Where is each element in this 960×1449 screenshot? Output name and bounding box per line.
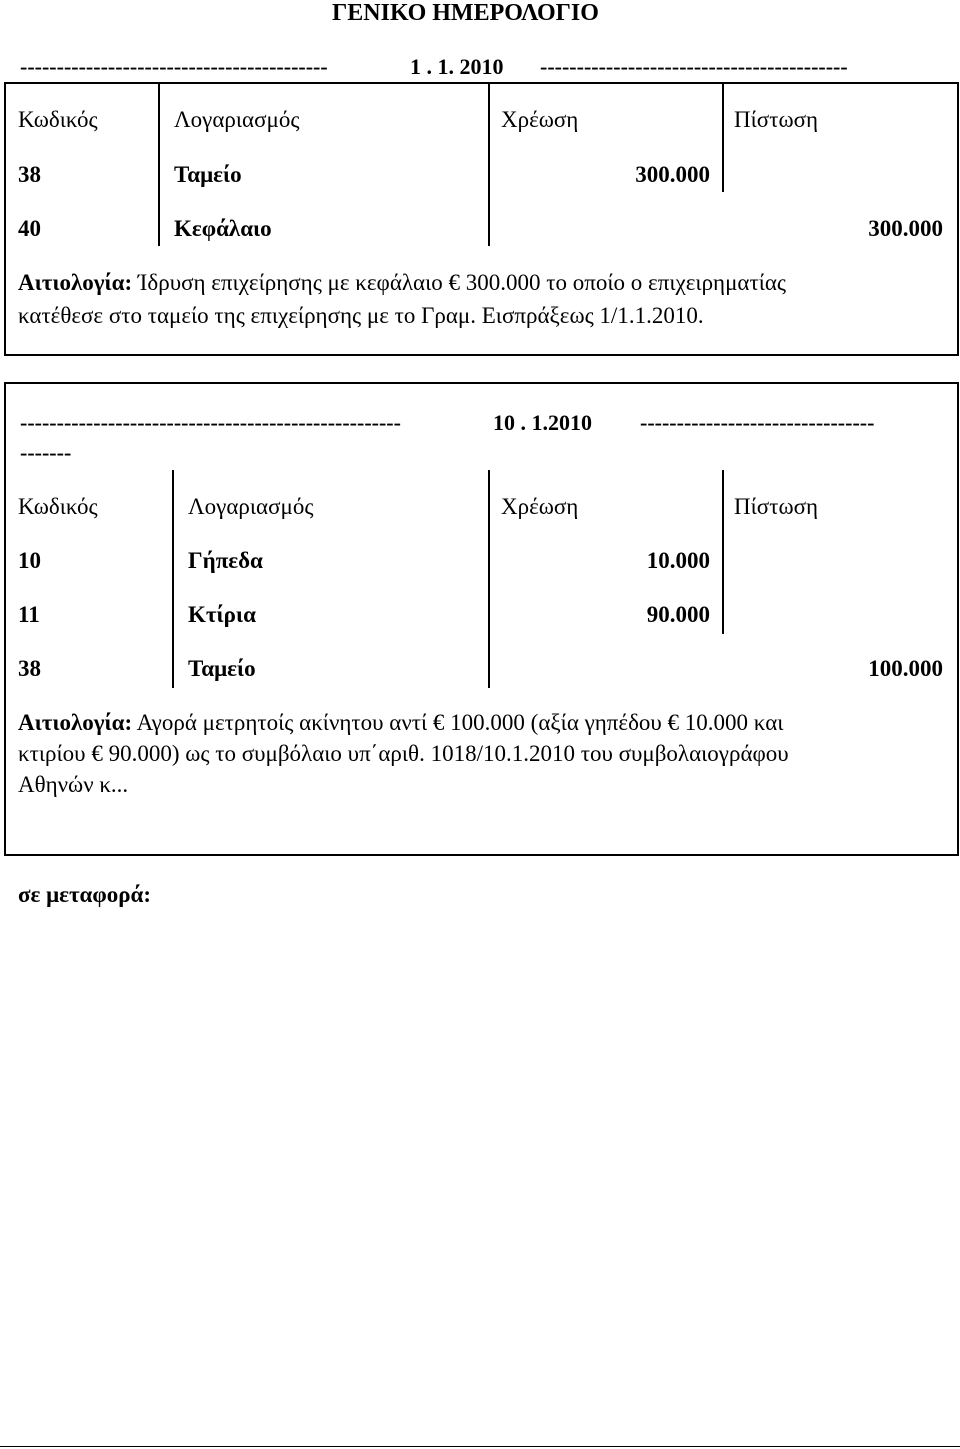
entry1-reason-text1: Ίδρυση επιχείρησης με κεφάλαιο € 300.000 το οποίο ο επιχειρηματίας [137,270,787,295]
entry2-reason-line1 [18,710,783,736]
table-row-code: 10 [18,548,41,573]
entry1-header-debit: Χρέωση [501,107,579,132]
entry2-reason-line3: Αθηνών κ... [18,772,129,797]
page-title: ΓΕΝΙΚΟ ΗΜΕΡΟΛΟΓΙΟ [332,0,599,26]
table-row-code: 38 [18,162,41,187]
entry2-divider-right: -------------------------------- [640,410,875,435]
entry2-divider-cont: ------- [20,440,72,465]
entry1-reason-line1 [18,270,786,296]
entry1-reason-line2: κατέθεσε στο ταμείο της επιχείρησης με το Γραμ. Εισπράξεως 1/1.1.2010. [18,303,704,328]
entry1-date: 1 . 1. 2010 [410,54,504,79]
entry1-reason-label: Αιτιολογία: [18,270,133,295]
entry2-reason-label: Αιτιολογία: [18,710,133,735]
entry1-header-account: Λογαριασμός [174,107,300,132]
entry1-divider-right: ------------------------------------------ [540,54,848,79]
table-row-debit: 90.000 [646,602,710,627]
table-row-account: Ταμείο [188,656,256,681]
table-row-code: 40 [18,216,41,241]
table-row-code: 38 [18,656,41,681]
entry2-header-code: Κωδικός [18,494,98,519]
entry1-header-credit: Πίστωση [734,107,819,132]
entry2-reason-text1: Αγορά μετρητοίς ακίνητου αντί € 100.000 (αξία γηπέδου € 10.000 και [136,710,784,735]
carry-over-label: σε μεταφορά: [18,882,152,907]
entry2-reason-line2: κτιρίου € 90.000) ως το συμβόλαιο υπ΄αριθ. 1018/10.1.2010 του συμβολαιογράφου [18,741,789,766]
table-row-credit: 100.000 [868,656,943,681]
table-row-credit: 300.000 [868,216,943,241]
entry1-divider-left: ------------------------------------------ [20,54,328,79]
entry2-header-account: Λογαριασμός [188,494,314,519]
entry2-header-credit: Πίστωση [734,494,819,519]
entry1-header-code: Κωδικός [18,107,98,132]
entry2-date: 10 . 1.2010 [493,410,592,435]
table-row-account: Κεφάλαιο [174,216,272,241]
table-row-code: 11 [18,602,40,627]
table-row-account: Ταμείο [174,162,242,187]
table-row-account: Γήπεδα [188,548,263,573]
table-row-debit: 10.000 [646,548,710,573]
footer-divider [0,1446,960,1447]
table-row-debit: 300.000 [635,162,710,187]
entry2-header-debit: Χρέωση [501,494,579,519]
table-row-account: Κτίρια [188,602,256,627]
entry2-divider-left: ---------------------------------------------------- [20,410,401,435]
